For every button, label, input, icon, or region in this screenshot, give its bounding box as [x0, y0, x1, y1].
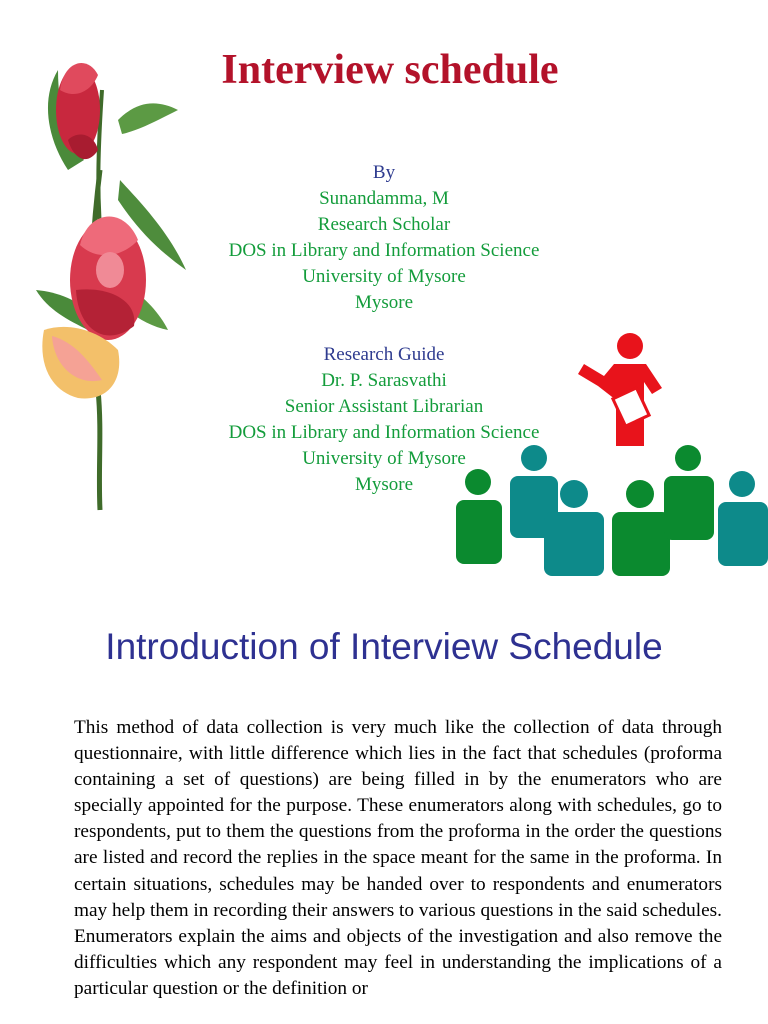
presentation-title: Interview schedule — [221, 47, 559, 93]
rose-illustration — [28, 30, 188, 530]
author-city: Mysore — [354, 292, 414, 313]
author-role: Research Scholar — [317, 214, 451, 235]
by-label: By — [372, 162, 396, 183]
guide-label: Research Guide — [323, 344, 445, 365]
author-university: University of Mysore — [302, 266, 466, 287]
author-name: Sunandamma, M — [319, 188, 449, 209]
section-heading: Introduction of Interview Schedule — [105, 626, 663, 667]
audience-figure — [456, 469, 502, 564]
author-department: DOS in Library and Information Science — [228, 240, 540, 261]
guide-role: Senior Assistant Librarian — [284, 396, 484, 417]
audience-figure — [612, 480, 670, 576]
presenter-audience-illustration — [448, 330, 768, 580]
audience-figure — [718, 471, 768, 566]
body-paragraph: This method of data collection is very much like the collection of data through questionnaire, with little difference which lies in the fact that schedules (proforma containing a set of questions) are being filled in by the enumerators who are specially appointed for the purpose. These enumerators along with schedules, go to respondents, put to them the questions from the proforma in the order the questions are listed and record the replies in the space meant for the same in the proforma. In certain situations, schedules may be handed over to respondents and enumerators may help them in recording their answers to various questions in the said schedules. Enumerators explain the aims and objects of the investigation and also remove the difficulties which any respondent may feel in understanding the implications of a particular question or the definition or — [74, 717, 722, 999]
guide-department: DOS in Library and Information Science — [228, 422, 540, 443]
guide-name: Dr. P. Sarasvathi — [321, 370, 447, 391]
guide-city: Mysore — [354, 474, 414, 495]
audience-figure — [664, 445, 714, 540]
guide-university: University of Mysore — [302, 448, 466, 469]
presenter-figure — [578, 333, 662, 446]
